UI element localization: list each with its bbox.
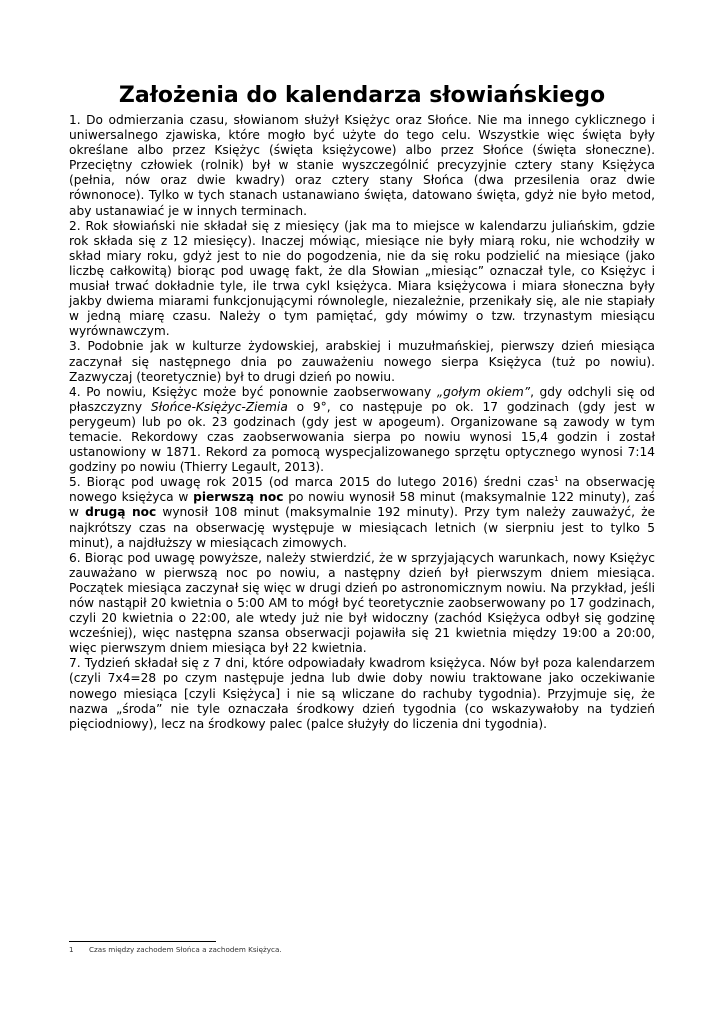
footnote-reference[interactable]: 1: [554, 475, 559, 484]
paragraph-5-text-d: po nowiu wynosił 58 minut (maksymalnie 122 minuty), zaś w: [69, 490, 655, 520]
footnote-separator: [69, 941, 216, 942]
paragraph-4-text-e: o 9°, co następuje po ok. 17 godzinach (gdy jest w perygeum) lub po ok. 23 godzinach (gdy jest w apogeum). Organizowane są zawody w tym temacie. Rekordowy czas zaobserwowania sierpa po nowiu wynosi 15,4 godzin i został ustanowiony w 1871. Rekord za pomocą wyspecjalizowanego sprzętu optycznego wynosi 7:14 godziny po nowiu (Thierry Legault, 2013).: [69, 399, 655, 475]
footnote: [69, 945, 655, 955]
paragraph-5-text-f: wynosił 108 minut (maksymalnie 192 minuty). Przy tym należy zauważyć, że najkrótszy czas na obserwację występuje w miesiącach letnich (w sierpniu jest to tylko 5 minut), a najdłuższy w miesiącach zimowych.: [69, 505, 655, 550]
document-body: [69, 113, 655, 732]
paragraph-4-text-c: , gdy odchyli się od płaszczyzny: [69, 384, 655, 414]
paragraph-4-italic-plane: Słońce-Księżyc-Ziemia: [150, 399, 288, 414]
page-title: Założenia do kalendarza słowiańskiego: [118, 83, 606, 108]
paragraph-1: 1. Do odmierzania czasu, słowianom służył Księżyc oraz Słońce. Nie ma innego cyklicznego i uniwersalnego zjawiska, które mogło być użyte do tego celu. Wszystkie więc święta były określane albo przez Księżyc (święta księżycowe) albo przez Słońce (święta słoneczne). Przeciętny człowiek (rolnik) był w stanie wyszczególnić precyzyjnie cztery stany Księżyca (pełnia, nów oraz dwie kwadry) oraz cztery stany Słońca (dwa przesilenia oraz dwie równonoce). Tylko w tych stanach ustanawiano święta, datowano święta, gdyż nie było metod, aby ustanawiać je w innych terminach.: [69, 113, 655, 218]
paragraph-7: 7. Tydzień składał się z 7 dni, które odpowiadały kwadrom księżyca. Nów był poza kalendarzem (czyli 7x4=28 po czym następuje jedna lub dwie doby nowiu traktowane jako oczekiwanie nowego miesiąca [czyli Księżyca] i nie są wliczane do rachuby tygodnia). Przyjmuje się, że nazwa „środa” nie tyle oznaczała środkowy dzień tygodnia (co wskazywałoby na tydzień pięciodniowy), lecz na środkowy palec (palce służyły do liczenia dni tygodnia).: [69, 656, 655, 731]
paragraph-3: 3. Podobnie jak w kulturze żydowskiej, arabskiej i muzułmańskiej, pierwszy dzień miesiąca zaczynał się następnego dnia po zauważeniu nowego sierpa Księżyca (tuż po nowiu). Zazwyczaj (teoretycznie) był to drugi dzień po nowiu.: [69, 339, 655, 384]
paragraph-5-bold-first-night: pierwszą noc: [193, 490, 284, 505]
paragraph-4-text-a: 4. Po nowiu, Księżyc może być ponownie zaobserwowany: [69, 384, 437, 399]
paragraph-2: 2. Rok słowiański nie składał się z miesięcy (jak ma to miejsce w kalendarzu juliańskim, gdzie rok składa się z 12 miesięcy). Inaczej mówiąc, miesiące nie były miarą roku, nie wchodziły w skład miary roku, gdyż jest to nie do pogodzenia, nie da się roku podzielić na miesiące (jako liczbę całkowitą) biorąc pod uwagę fakt, że dla Słowian „miesiąc” oznaczał tyle, co Księżyc i musiał trwać dokładnie tyle, ile trwa cykl księżyca. Miara księżycowa i miara słoneczna były jakby dwiema miarami funkcjonującymi równolegle, niezależnie, przenikały się, ale nie stapiały w jedną miarę czasu. Należy o tym pamiętać, gdy mówimy o tzw. trzynastym miesiącu wyrównawczym.: [69, 218, 655, 339]
paragraph-5-bold-second-night: drugą noc: [85, 505, 157, 520]
footnote-text: Czas między zachodem Słońca a zachodem Księżyca.: [89, 945, 282, 954]
paragraph-4: [69, 385, 655, 476]
paragraph-5-text-a: 5. Biorąc pod uwagę rok 2015 (od marca 2015 do lutego 2016) średni czas: [69, 475, 555, 490]
paragraph-6: 6. Biorąc pod uwagę powyższe, należy stwierdzić, że w sprzyjających warunkach, nowy Księżyc zauważano w pierwszą noc po nowiu, a następny dzień był pierwszym dniem miesiąca. Początek miesiąca zaczynał się więc w drugi dzień po astronomicznym nowiu. Na przykład, jeśli nów nastąpił 20 kwietnia o 5:00 AM to mógł być teoretycznie zaobserwowany po 17 godzinach, czyli 20 kwietnia o 22:00, ale wtedy już nie był widoczny (zachód Księżyca odbył się godzinę wcześniej), więc następna szansa obserwacji pojawiła się 21 kwietnia między 19:00 a 20:00, więc pierwszym dniem miesiąca był 22 kwietnia.: [69, 550, 655, 656]
paragraph-5-text-b: na obserwację nowego księżyca w: [69, 475, 655, 505]
footnote-number: 1: [69, 945, 74, 954]
paragraph-5: [69, 475, 655, 550]
paragraph-4-italic-naked-eye: „gołym okiem”: [436, 384, 531, 399]
